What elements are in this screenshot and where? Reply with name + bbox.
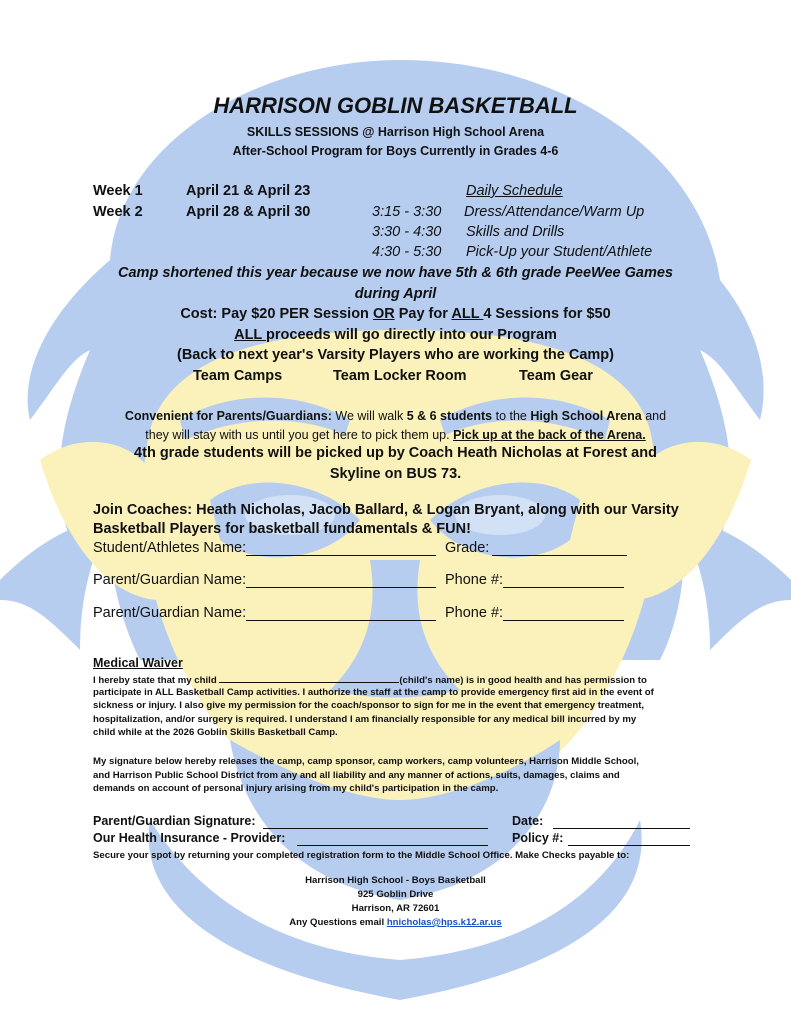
coaches-line-2: Basketball Players for basketball fundamentals & FUN! (93, 521, 471, 537)
student-name-label: Student/Athletes Name: (93, 540, 247, 556)
week-1-dates: April 21 & April 23 (186, 183, 311, 199)
notice-line-2: during April (354, 286, 437, 302)
footer-org: Harrison High School - Boys Basketball (305, 875, 486, 886)
week-1-label: Week 1 (93, 183, 143, 199)
proceeds-note: (Back to next year's Varsity Players who are working the Camp) (176, 347, 614, 363)
waiver-p1-line-2: sickness or injury. I also give my permission for the coach/sponsor to sign for me in the event that emergency treatment, (93, 700, 645, 711)
schedule-activity-3: Pick-Up your Student/Athlete (466, 244, 653, 260)
cost-all: ALL (451, 306, 484, 322)
convenience-arena: High School Arena (530, 409, 642, 423)
subtitle-program: After-School Program for Boys Currently in Grades 4-6 (232, 144, 559, 158)
child-name-field[interactable] (219, 672, 399, 683)
phone-field-1[interactable] (503, 574, 624, 588)
week-2-label: Week 2 (93, 204, 143, 220)
student-name-field[interactable] (246, 542, 436, 556)
week-2-dates: April 28 & April 30 (186, 204, 311, 220)
parent-name-label-1: Parent/Guardian Name: (93, 572, 247, 588)
contact-email-link[interactable]: hnicholas@hps.k12.ar.us (386, 917, 502, 928)
phone-label-2: Phone #: (445, 605, 504, 621)
convenience-t1: We will walk (331, 409, 407, 423)
schedule-time-2: 3:30 - 4:30 (372, 224, 442, 240)
policy-field[interactable] (568, 832, 690, 846)
convenience-line-2-text: they will stay with us until you get here to pick them up. (145, 428, 454, 442)
date-field[interactable] (553, 815, 690, 829)
proceeds-item-locker-room: Team Locker Room (333, 368, 467, 384)
cost-prefix: Cost: Pay $20 PER Session (180, 306, 373, 322)
policy-label: Policy #: (512, 831, 564, 845)
footer-city: Harrison, AR 72601 (351, 903, 440, 914)
convenience-students: 5 & 6 students (406, 409, 493, 423)
bus-line-1: 4th grade students will be picked up by Coach Heath Nicholas at Forest and (134, 445, 657, 461)
convenience-line-1 (0, 409, 791, 423)
waiver-p1-line-4: child while at the 2026 Goblin Skills Basketball Camp. (93, 727, 338, 738)
coaches-line-1: Join Coaches: Heath Nicholas, Jacob Ballard, & Logan Bryant, along with our Varsity (93, 502, 679, 518)
cost-suffix: 4 Sessions for $50 (483, 306, 611, 322)
schedule-time-1: 3:15 - 3:30 (372, 204, 442, 220)
grade-label: Grade: (445, 540, 490, 556)
footer-street: 925 Goblin Drive (357, 889, 434, 900)
proceeds-line (0, 327, 791, 343)
schedule-activity-1: Dress/Attendance/Warm Up (464, 204, 645, 220)
convenience-lead: Convenient for Parents/Guardians: (124, 409, 332, 423)
convenience-t3: and (641, 409, 667, 423)
phone-field-2[interactable] (503, 607, 624, 621)
waiver-p1-start: I hereby state that my child (93, 675, 220, 686)
secure-spot-text: Secure your spot by returning your completed registration form to the Middle School Office. Make Checks payable to: (93, 850, 630, 861)
page-title: HARRISON GOBLIN BASKETBALL (213, 93, 578, 118)
subtitle-sessions: SKILLS SESSIONS @ Harrison High School Arena (246, 125, 545, 139)
waiver-heading: Medical Waiver (93, 656, 183, 670)
convenience-t2: to the (492, 409, 531, 423)
cost-or: OR (372, 306, 395, 322)
notice-line-1: Camp shortened this year because we now have 5th & 6th grade PeeWee Games (118, 265, 673, 281)
parent-name-label-2: Parent/Guardian Name: (93, 605, 247, 621)
schedule-activity-2: Skills and Drills (466, 224, 565, 240)
phone-label-1: Phone #: (445, 572, 504, 588)
proceeds-all: ALL (234, 327, 267, 343)
convenience-line-2 (0, 428, 791, 442)
cost-line (0, 306, 791, 322)
waiver-p2-line-1: My signature below hereby releases the camp, camp sponsor, camp workers, camp volunteers, Harrison Middle School, (93, 756, 639, 767)
parent-name-field-1[interactable] (246, 574, 436, 588)
waiver-p1-line-1: participate in ALL Basketball Camp activities. I authorize the staff at the camp to provide emergency first aid in the event of (93, 686, 654, 698)
insurance-label: Our Health Insurance - Provider: (93, 831, 286, 845)
bus-line-2: Skyline on BUS 73. (329, 466, 462, 482)
signature-label: Parent/Guardian Signature: (93, 814, 256, 828)
schedule-time-3: 4:30 - 5:30 (372, 244, 442, 260)
waiver-p1-after: (child's name) is in good health and has permission to (399, 675, 647, 686)
waiver-p2-line-2: and Harrison Public School District from any and all liability and any manner of actions, suits, damages, claims and (93, 769, 620, 781)
cost-middle: Pay for (394, 306, 452, 322)
grade-field[interactable] (492, 542, 627, 556)
waiver-p2-line-3: demands on account of personal injury arising from my child's participation in the camp. (93, 783, 499, 794)
parent-name-field-2[interactable] (246, 607, 436, 621)
schedule-heading: Daily Schedule (466, 183, 563, 199)
pickup-location: Pick up at the back of the Arena. (453, 428, 646, 442)
proceeds-item-team-gear: Team Gear (519, 368, 593, 384)
insurance-field[interactable] (297, 832, 488, 846)
proceeds-item-team-camps: Team Camps (193, 368, 283, 384)
proceeds-rest: proceeds will go directly into our Program (266, 327, 557, 343)
signature-field[interactable] (263, 815, 488, 829)
date-label: Date: (512, 814, 544, 828)
waiver-p1-line-3: hospitalization, and/or surgery is required. I understand I am financially responsible for any medical bill incurred by my (93, 713, 637, 725)
footer-questions-text: Any Questions email (289, 917, 387, 928)
footer-questions (0, 916, 791, 930)
